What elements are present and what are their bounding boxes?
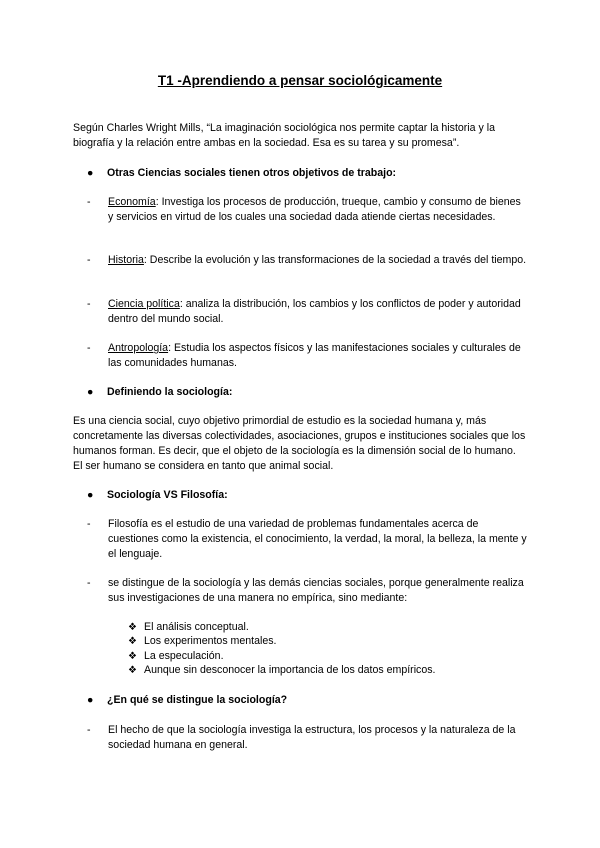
diamond-bullet-icon: ❖ (128, 636, 137, 647)
item-text (108, 253, 528, 268)
dash-icon: - (87, 196, 91, 208)
sub-item (128, 620, 249, 635)
intro-paragraph: Según Charles Wright Mills, “La imaginación sociológica nos permite captar la historia y la biografía y la relación entre ambas en la sociedad. Esa es su tarea y su promesa”. (73, 122, 495, 149)
dash-icon: - (87, 254, 91, 266)
section-heading-sociologia-vs-filosofia (87, 488, 228, 503)
sub-item-text: Los experimentos mentales. (144, 635, 277, 647)
item-description: : Estudia los aspectos físicos y las manifestaciones sociales y culturales de las comunidades humanas. (108, 342, 521, 369)
heading-text: ¿En qué se distingue la sociología? (107, 694, 288, 706)
sub-item (128, 649, 224, 664)
sub-item-text: Aunque sin desconocer la importancia de los datos empíricos. (144, 664, 436, 676)
diamond-bullet-icon: ❖ (128, 665, 137, 676)
page-title: T1 -Aprendiendo a pensar sociológicamente (157, 73, 443, 88)
dash-icon: - (87, 298, 91, 310)
diamond-bullet-icon: ❖ (128, 651, 137, 662)
section-heading-definiendo (87, 385, 232, 400)
dash-icon: - (87, 577, 91, 589)
section-heading-en-que-se-distingue (87, 693, 287, 708)
dash-icon: - (87, 518, 91, 530)
sub-item-text: La especulación. (144, 650, 224, 662)
item-description: : Describe la evolución y las transformaciones de la sociedad a través del tiempo. (143, 254, 527, 266)
term-ciencia-politica: Ciencia política (108, 298, 180, 310)
section-heading-otras-ciencias (87, 166, 396, 181)
dash-icon: - (87, 724, 91, 736)
item-text: se distingue de la sociología y las demás ciencias sociales, porque generalmente realiza sus investigaciones de una manera no empírica, sino mediante: (108, 577, 524, 604)
bullet-icon: ● (87, 167, 94, 179)
sub-item-text: El análisis conceptual. (144, 621, 249, 633)
definition-paragraph: Es una ciencia social, cuyo objetivo primordial de estudio es la sociedad humana y, más concretamente las diversas colectividades, asociaciones, grupos e instituciones sociales que los humanos forman. Es decir, que el objeto de la sociología es la dimensión social de lo humano. El ser humano se considera en tanto que animal social. (73, 415, 526, 472)
heading-text: Definiendo la sociología: (107, 386, 233, 398)
item-text: El hecho de que la sociología investiga la estructura, los procesos y la naturaleza de la sociedad humana en general. (108, 724, 516, 751)
term-antropologia: Antropología (108, 342, 169, 354)
item-description: : analiza la distribución, los cambios y los conflictos de poder y autoridad dentro del mundo social. (108, 298, 521, 325)
bullet-icon: ● (87, 489, 94, 501)
dash-icon: - (87, 342, 91, 354)
heading-text: Sociología VS Filosofía: (107, 489, 228, 501)
diamond-bullet-icon: ❖ (128, 622, 137, 633)
heading-text: Otras Ciencias sociales tienen otros objetivos de trabajo: (107, 167, 397, 179)
bullet-icon: ● (87, 694, 94, 706)
bullet-icon: ● (87, 386, 94, 398)
item-text (108, 341, 528, 371)
term-economia: Economía (108, 196, 156, 208)
item-text (108, 195, 528, 225)
sub-item (128, 634, 277, 649)
term-historia: Historia (108, 254, 144, 266)
item-text: Filosofía es el estudio de una variedad de problemas fundamentales acerca de cuestiones como la existencia, el conocimiento, la verdad, la moral, la belleza, la mente y el lenguaje. (108, 518, 527, 560)
item-text (108, 297, 528, 327)
sub-item (128, 663, 436, 678)
item-description: : Investiga los procesos de producción, trueque, cambio y consumo de bienes y servicios en virtud de los cuales una sociedad dada atiende ciertas necesidades. (108, 196, 521, 223)
